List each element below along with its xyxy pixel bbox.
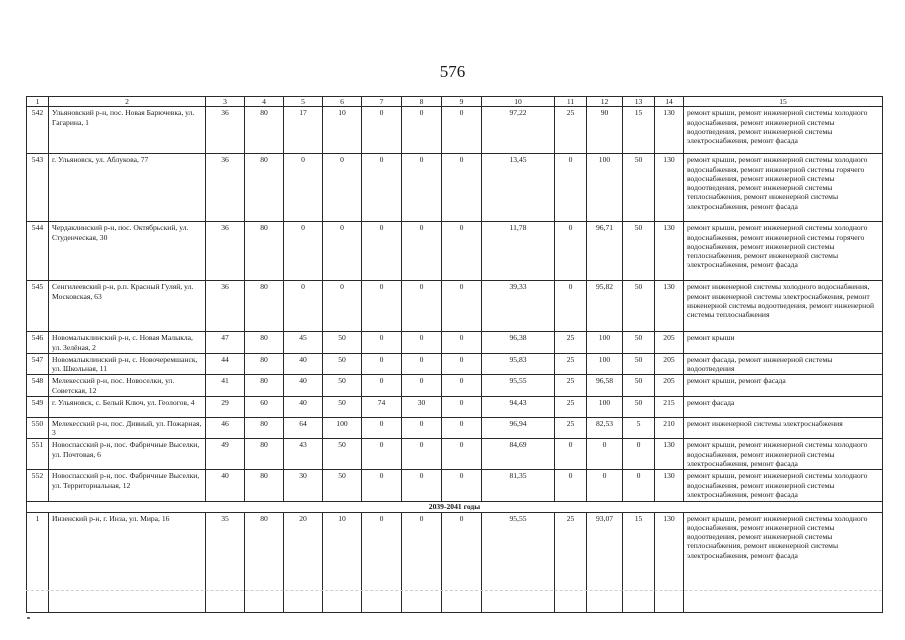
address-cell: Сенгилеевский р-н, р.п. Красный Гуляй, ул. Московская, 63	[49, 281, 206, 332]
table-cell: 30	[402, 396, 442, 417]
table-cell: 80	[245, 332, 284, 354]
table-cell: 0	[555, 222, 587, 281]
table-row	[27, 512, 883, 612]
table-cell: 545	[27, 281, 49, 332]
works-cell: ремонт инженерной системы электроснабжения	[684, 417, 883, 439]
table-cell: 13,45	[482, 154, 555, 222]
table-cell: 100	[323, 417, 362, 439]
table-cell: 205	[655, 332, 684, 354]
table-cell: 10	[323, 107, 362, 154]
table-cell: 50	[623, 281, 655, 332]
table-cell: 130	[655, 222, 684, 281]
table-cell: 130	[655, 439, 684, 470]
table-cell: 1	[27, 512, 49, 612]
works-cell: ремонт крыши, ремонт инженерной системы холодного водоснабжения, ремонт инженерной системы электроснабжения, ремонт фасада	[684, 470, 883, 502]
table-cell: 0	[362, 417, 402, 439]
table-cell: 0	[442, 396, 482, 417]
works-cell: ремонт крыши	[684, 332, 883, 354]
column-header: 9	[442, 97, 482, 107]
table-cell: 550	[27, 417, 49, 439]
table-cell: 50	[623, 375, 655, 397]
table-cell: 80	[245, 281, 284, 332]
table-cell: 29	[206, 396, 245, 417]
table-cell: 546	[27, 332, 49, 354]
table-cell: 81,35	[482, 470, 555, 502]
table-cell: 130	[655, 281, 684, 332]
table-cell: 25	[555, 396, 587, 417]
section-title: 2039-2041 годы	[27, 502, 883, 512]
table-cell: 205	[655, 375, 684, 397]
section-row	[27, 502, 883, 512]
table-cell: 215	[655, 396, 684, 417]
table-cell: 100	[587, 332, 623, 354]
table-cell: 100	[587, 154, 623, 222]
table-cell: 100	[587, 396, 623, 417]
address-cell: Новомалыклинский р-н, с. Новая Малыкла, ул. Зелёная, 2	[49, 332, 206, 354]
column-header: 4	[245, 97, 284, 107]
table-cell: 15	[623, 512, 655, 612]
table-cell: 0	[623, 439, 655, 470]
column-header: 1	[27, 97, 49, 107]
column-header: 13	[623, 97, 655, 107]
works-cell: ремонт крыши, ремонт инженерной системы холодного водоснабжения, ремонт инженерной системы электроснабжения, ремонт фасада	[684, 439, 883, 470]
table-cell: 80	[245, 512, 284, 612]
table-cell: 20	[284, 512, 323, 612]
table-cell: 130	[655, 154, 684, 222]
table-cell: 80	[245, 107, 284, 154]
table-cell: 90	[587, 107, 623, 154]
address-cell: Инзенский р-н, г. Инза, ул. Мира, 16	[49, 512, 206, 612]
table-cell: 0	[323, 281, 362, 332]
address-cell: Чердаклинский р-н, пос. Октябрьский, ул. Студенческая, 30	[49, 222, 206, 281]
table-cell: 80	[245, 353, 284, 375]
column-header: 7	[362, 97, 402, 107]
table-cell: 0	[442, 439, 482, 470]
table-cell: 93,07	[587, 512, 623, 612]
table-cell: 0	[402, 512, 442, 612]
table-cell: 25	[555, 107, 587, 154]
table-cell: 542	[27, 107, 49, 154]
works-cell: ремонт фасада, ремонт инженерной системы водоотведения	[684, 353, 883, 375]
table-cell: 0	[587, 470, 623, 502]
address-cell: Новоспасский р-н, пос. Фабричные Выселки, ул. Территориальная, 12	[49, 470, 206, 502]
table-cell: 551	[27, 439, 49, 470]
table-cell: 547	[27, 353, 49, 375]
header-row	[27, 97, 883, 107]
table-cell: 11,78	[482, 222, 555, 281]
column-header: 12	[587, 97, 623, 107]
table-cell: 0	[402, 353, 442, 375]
divider	[26, 590, 882, 591]
table-cell: 80	[245, 439, 284, 470]
table-cell: 84,69	[482, 439, 555, 470]
table-cell: 100	[587, 353, 623, 375]
page-number: 576	[439, 62, 466, 81]
table-row	[27, 417, 883, 439]
table-cell: 25	[555, 353, 587, 375]
table-row	[27, 281, 883, 332]
table-cell: 0	[442, 417, 482, 439]
table-cell: 0	[323, 154, 362, 222]
table-cell: 25	[555, 375, 587, 397]
table-cell: 40	[284, 396, 323, 417]
table-cell: 46	[206, 417, 245, 439]
table-cell: 0	[402, 281, 442, 332]
scan-speck	[27, 617, 30, 619]
table-cell: 130	[655, 512, 684, 612]
table-cell: 0	[442, 353, 482, 375]
address-cell: Новоспасский р-н, пос. Фабричные Выселки, ул. Почтовая, 6	[49, 439, 206, 470]
column-header: 14	[655, 97, 684, 107]
table-cell: 0	[362, 107, 402, 154]
table-cell: 50	[323, 332, 362, 354]
table-cell: 210	[655, 417, 684, 439]
table-cell: 50	[323, 353, 362, 375]
table-row	[27, 439, 883, 470]
table-cell: 548	[27, 375, 49, 397]
address-cell: Мелекесский р-н, пос. Новоселки, ул. Советская, 12	[49, 375, 206, 397]
works-cell: ремонт крыши, ремонт инженерной системы холодного водоснабжения, ремонт инженерной системы водоотведения, ремонт инженерной системы теплоснабжения, ремонт инженерной системы электроснабжения, ремонт фасада	[684, 512, 883, 612]
table-cell: 0	[362, 512, 402, 612]
table-cell: 5	[623, 417, 655, 439]
works-cell: ремонт инженерной системы холодного водоснабжения, ремонт инженерной системы электроснабжения, ремонт инженерной системы водоотведения, ремонт инженерной системы теплоснабжения	[684, 281, 883, 332]
table-cell: 0	[362, 439, 402, 470]
table-cell: 95,83	[482, 353, 555, 375]
table-cell: 0	[402, 332, 442, 354]
table-cell: 544	[27, 222, 49, 281]
table-cell: 35	[206, 512, 245, 612]
table-cell: 41	[206, 375, 245, 397]
table-cell: 50	[623, 332, 655, 354]
table-cell: 0	[284, 281, 323, 332]
table-cell: 64	[284, 417, 323, 439]
table-row	[27, 375, 883, 397]
table-cell: 49	[206, 439, 245, 470]
table-cell: 552	[27, 470, 49, 502]
table-cell: 0	[555, 470, 587, 502]
table-cell: 205	[655, 353, 684, 375]
table-cell: 50	[323, 439, 362, 470]
column-header: 11	[555, 97, 587, 107]
table-cell: 36	[206, 281, 245, 332]
table-cell: 50	[623, 396, 655, 417]
table-cell: 0	[362, 353, 402, 375]
table-cell: 47	[206, 332, 245, 354]
works-cell: ремонт крыши, ремонт инженерной системы холодного водоснабжения, ремонт инженерной системы горячего водоснабжения, ремонт инженерной системы теплоснабжения, ремонт инженерной системы электроснабжения, ремонт фасада	[684, 222, 883, 281]
table-cell: 0	[555, 439, 587, 470]
column-header: 15	[684, 97, 883, 107]
table-cell: 25	[555, 512, 587, 612]
table-cell: 0	[555, 281, 587, 332]
table-cell: 50	[623, 222, 655, 281]
table-cell: 25	[555, 332, 587, 354]
column-header: 10	[482, 97, 555, 107]
table-cell: 130	[655, 107, 684, 154]
table-cell: 0	[442, 512, 482, 612]
table-cell: 0	[587, 439, 623, 470]
table-cell: 0	[402, 154, 442, 222]
table-cell: 44	[206, 353, 245, 375]
table-cell: 94,43	[482, 396, 555, 417]
table-cell: 50	[323, 396, 362, 417]
table-cell: 95,55	[482, 375, 555, 397]
table-cell: 50	[623, 154, 655, 222]
works-cell: ремонт крыши, ремонт фасада	[684, 375, 883, 397]
address-cell: г. Ульяновск, с. Белый Ключ, ул. Геологов, 4	[49, 396, 206, 417]
table-cell: 0	[402, 439, 442, 470]
table-cell: 130	[655, 470, 684, 502]
table-cell: 50	[323, 375, 362, 397]
address-cell: г. Ульяновск, ул. Аблукова, 77	[49, 154, 206, 222]
table-cell: 0	[362, 154, 402, 222]
table-cell: 40	[206, 470, 245, 502]
table-row	[27, 154, 883, 222]
works-cell: ремонт крыши, ремонт инженерной системы холодного водоснабжения, ремонт инженерной системы водоотведения, ремонт инженерной системы электроснабжения, ремонт фасада	[684, 107, 883, 154]
table-cell: 97,22	[482, 107, 555, 154]
column-header: 2	[49, 97, 206, 107]
table-cell: 96,71	[587, 222, 623, 281]
table-cell: 96,94	[482, 417, 555, 439]
table-cell: 80	[245, 375, 284, 397]
address-cell: Ульяновский р-н, пос. Новая Барючевка, ул. Гагарина, 1	[49, 107, 206, 154]
table-cell: 0	[362, 281, 402, 332]
table-cell: 10	[323, 512, 362, 612]
table-cell: 549	[27, 396, 49, 417]
table-cell: 80	[245, 470, 284, 502]
table-row	[27, 107, 883, 154]
table-cell: 0	[284, 154, 323, 222]
table-cell: 80	[245, 154, 284, 222]
table-body	[27, 97, 883, 613]
works-cell: ремонт крыши, ремонт инженерной системы холодного водоснабжения, ремонт инженерной системы горячего водоснабжения, ремонт инженерной системы водоотведения, ремонт инженерной системы теплоснабжения, ремонт инженерной системы электроснабжения, ремонт фасада	[684, 154, 883, 222]
table-cell: 39,33	[482, 281, 555, 332]
column-header: 6	[323, 97, 362, 107]
table-cell: 25	[555, 417, 587, 439]
table-cell: 30	[284, 470, 323, 502]
table-cell: 36	[206, 154, 245, 222]
table-cell: 82,53	[587, 417, 623, 439]
table-cell: 543	[27, 154, 49, 222]
table-cell: 0	[555, 154, 587, 222]
works-cell: ремонт фасада	[684, 396, 883, 417]
table-cell: 74	[362, 396, 402, 417]
table-cell: 0	[442, 470, 482, 502]
table-cell: 45	[284, 332, 323, 354]
table-cell: 43	[284, 439, 323, 470]
table-cell: 15	[623, 107, 655, 154]
table-row	[27, 353, 883, 375]
column-header: 3	[206, 97, 245, 107]
table-cell: 50	[323, 470, 362, 502]
table-cell: 0	[323, 222, 362, 281]
table-row	[27, 222, 883, 281]
table-row	[27, 396, 883, 417]
table-cell: 0	[362, 332, 402, 354]
table-cell: 60	[245, 396, 284, 417]
table-cell: 0	[442, 222, 482, 281]
table-cell: 0	[362, 470, 402, 502]
table-cell: 0	[623, 470, 655, 502]
table-cell: 96,38	[482, 332, 555, 354]
table-cell: 0	[362, 222, 402, 281]
table-cell: 0	[402, 107, 442, 154]
table-cell: 36	[206, 222, 245, 281]
table-cell: 95,82	[587, 281, 623, 332]
column-header: 5	[284, 97, 323, 107]
table-cell: 80	[245, 222, 284, 281]
table-cell: 80	[245, 417, 284, 439]
table-cell: 95,55	[482, 512, 555, 612]
table-row	[27, 332, 883, 354]
address-cell: Новомалыклинский р-н, с. Новочеремшанск, ул. Школьная, 11	[49, 353, 206, 375]
table-cell: 0	[402, 375, 442, 397]
table-cell: 40	[284, 375, 323, 397]
table-cell: 0	[402, 417, 442, 439]
table-cell: 0	[442, 375, 482, 397]
table-cell: 0	[402, 470, 442, 502]
address-cell: Мелекесский р-н, пос. Дивный, ул. Пожарная, 3	[49, 417, 206, 439]
table-cell: 96,58	[587, 375, 623, 397]
table-cell: 0	[362, 375, 402, 397]
table-cell: 40	[284, 353, 323, 375]
repair-schedule-table	[26, 96, 883, 613]
table-cell: 36	[206, 107, 245, 154]
table-cell: 0	[442, 281, 482, 332]
table-cell: 0	[402, 222, 442, 281]
table-row	[27, 470, 883, 502]
table-cell: 0	[284, 222, 323, 281]
table-cell: 0	[442, 154, 482, 222]
table-cell: 17	[284, 107, 323, 154]
column-header: 8	[402, 97, 442, 107]
table-cell: 50	[623, 353, 655, 375]
table-cell: 0	[442, 332, 482, 354]
table-cell: 0	[442, 107, 482, 154]
